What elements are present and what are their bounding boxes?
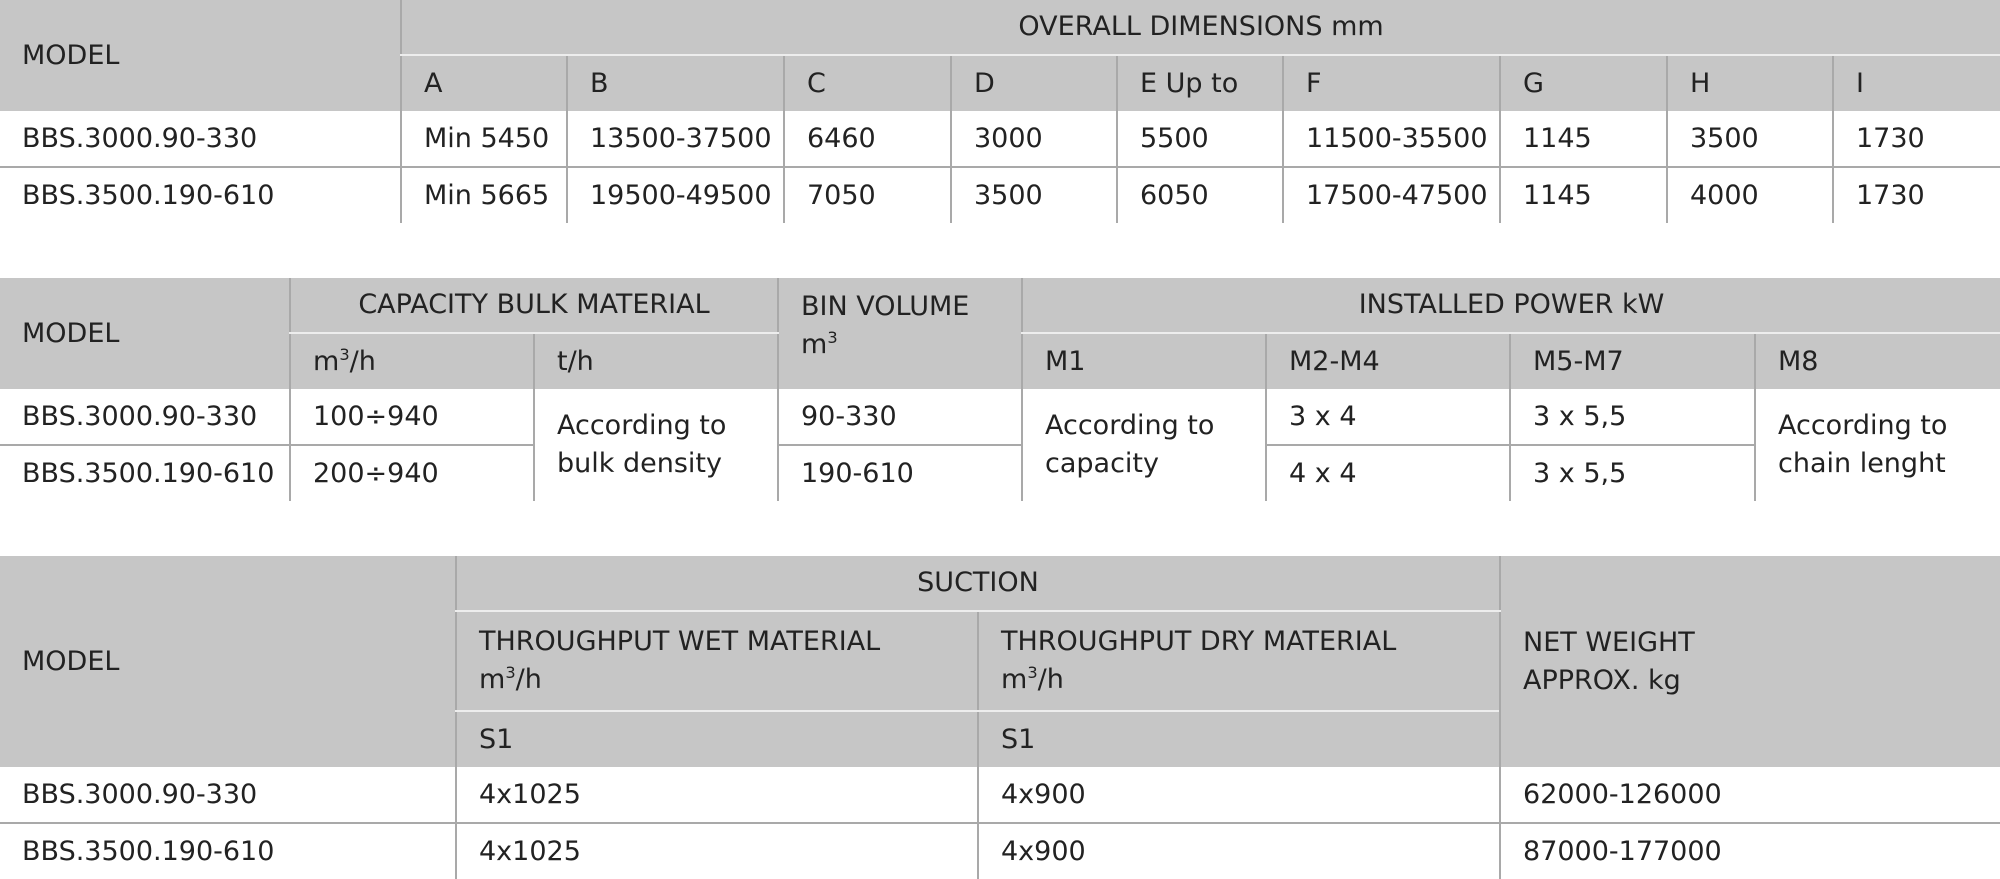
throughput-dry-cell: 4x900 [978, 823, 1500, 879]
capacity-bulk-material-header: CAPACITY BULK MATERIAL [290, 278, 778, 333]
table-row [0, 389, 2000, 445]
dimension-cell: 3500 [951, 167, 1117, 223]
table-row [0, 445, 2000, 501]
model-cell: BBS.3500.190-610 [0, 823, 456, 879]
dimension-cell: 3500 [1667, 111, 1833, 167]
net-weight-label: NET WEIGHT [1523, 626, 1695, 658]
bin-volume-cell: 90-330 [778, 389, 1022, 445]
column-header-b: B [567, 55, 784, 111]
overall-dimensions-header: OVERALL DIMENSIONS mm [401, 0, 2000, 55]
table-row [0, 823, 2000, 879]
dimension-cell: 1145 [1500, 167, 1667, 223]
capacity-power-table [0, 278, 2000, 501]
throughput-dry-header [978, 611, 1500, 711]
capacity-th-header: t/h [534, 333, 778, 389]
throughput-wet-cell: 4x1025 [456, 823, 978, 879]
power-m5-m7-cell: 3 x 5,5 [1510, 389, 1755, 445]
throughput-wet-header [456, 611, 978, 711]
bin-volume-label: BIN VOLUME [801, 291, 970, 322]
net-weight-unit: APPROX. kg [1523, 664, 1681, 696]
dimension-cell: 1730 [1833, 167, 2000, 223]
model-header: MODEL [0, 556, 456, 767]
throughput-dry-cell: 4x900 [978, 767, 1500, 823]
bin-volume-header [778, 278, 1022, 389]
dimension-cell: 11500-35500 [1283, 111, 1500, 167]
dimension-cell: 3000 [951, 111, 1117, 167]
capacity-m3h-header: $m^3/h$ [290, 333, 534, 389]
model-cell: BBS.3000.90-330 [0, 389, 290, 445]
installed-power-header: INSTALLED POWER kW [1022, 278, 2000, 333]
suction-weight-table [0, 556, 2000, 879]
net-weight-cell: 87000-177000 [1500, 823, 2000, 879]
model-cell: BBS.3000.90-330 [0, 767, 456, 823]
dimension-cell: 5500 [1117, 111, 1283, 167]
model-cell: BBS.3500.190-610 [0, 167, 401, 223]
power-m8-merged-cell: According to chain lenght [1755, 389, 2000, 501]
column-header-e: E Up to [1117, 55, 1283, 111]
column-header-f: F [1283, 55, 1500, 111]
model-cell: BBS.3000.90-330 [0, 111, 401, 167]
net-weight-header [1500, 556, 2000, 767]
suction-header: SUCTION [456, 556, 1500, 611]
model-header: MODEL [0, 0, 401, 111]
dimension-cell: 19500-49500 [567, 167, 784, 223]
dimension-cell: 1730 [1833, 111, 2000, 167]
wet-s1-header: S1 [456, 711, 978, 767]
power-header-m8: M8 [1755, 333, 2000, 389]
dimension-cell: 17500-47500 [1283, 167, 1500, 223]
capacity-m3h-cell: 200÷940 [290, 445, 534, 501]
power-header-m1: M1 [1022, 333, 1266, 389]
throughput-wet-label: THROUGHPUT WET MATERIAL [479, 626, 881, 658]
throughput-wet-cell: 4x1025 [456, 767, 978, 823]
dry-s1-header: S1 [978, 711, 1500, 767]
capacity-m3h-cell: 100÷940 [290, 389, 534, 445]
power-m1-merged-cell: According to capacity [1022, 389, 1266, 501]
power-m5-m7-cell: 3 x 5,5 [1510, 445, 1755, 501]
dimension-cell: 6050 [1117, 167, 1283, 223]
bin-volume-cell: 190-610 [778, 445, 1022, 501]
power-m2-m4-cell: 3 x 4 [1266, 389, 1510, 445]
dimension-cell: Min 5665 [401, 167, 567, 223]
dimension-cell: 7050 [784, 167, 951, 223]
table-row [0, 167, 2000, 223]
bin-volume-unit: $m^3$ [801, 327, 838, 360]
column-header-d: D [951, 55, 1117, 111]
column-header-a: A [401, 55, 567, 111]
capacity-th-merged-cell: According to bulk density [534, 389, 778, 501]
dimension-cell: 4000 [1667, 167, 1833, 223]
throughput-dry-label: THROUGHPUT DRY MATERIAL [1001, 626, 1397, 658]
model-header: MODEL [0, 278, 290, 389]
column-header-i: I [1833, 55, 2000, 111]
dimension-cell: 6460 [784, 111, 951, 167]
throughput-wet-unit: $m^3/h$ [479, 663, 542, 695]
table-row [0, 767, 2000, 823]
overall-dimensions-table [0, 0, 2000, 223]
column-header-h: H [1667, 55, 1833, 111]
throughput-dry-unit: $m^3/h$ [1001, 663, 1064, 695]
power-m2-m4-cell: 4 x 4 [1266, 445, 1510, 501]
power-header-m5-m7: M5-M7 [1510, 333, 1755, 389]
column-header-g: G [1500, 55, 1667, 111]
power-header-m2-m4: M2-M4 [1266, 333, 1510, 389]
dimension-cell: 1145 [1500, 111, 1667, 167]
dimension-cell: Min 5450 [401, 111, 567, 167]
net-weight-cell: 62000-126000 [1500, 767, 2000, 823]
model-cell: BBS.3500.190-610 [0, 445, 290, 501]
column-header-c: C [784, 55, 951, 111]
table-row [0, 111, 2000, 167]
dimension-cell: 13500-37500 [567, 111, 784, 167]
